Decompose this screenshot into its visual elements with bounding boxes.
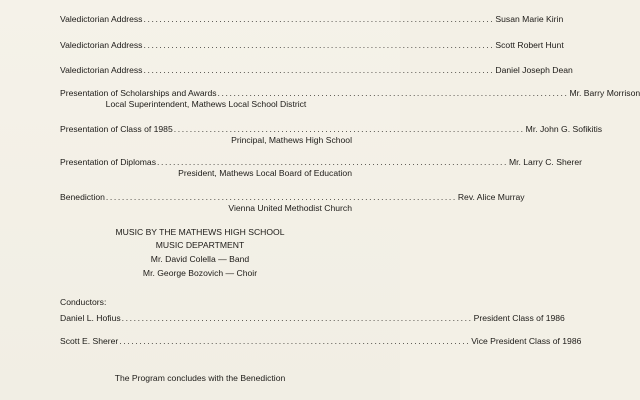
- program-title: Local Superintendent, Mathews Local School District: [105, 99, 307, 109]
- program-name: Daniel Joseph Dean: [495, 65, 573, 75]
- conductor-role: President Class of 1986: [473, 313, 565, 323]
- dot-leader: ........................................................................................: [173, 124, 525, 134]
- dot-leader: ........................................................................................: [143, 65, 495, 75]
- program-entry: [60, 157, 583, 168]
- dot-leader: ........................................................................................: [105, 192, 457, 202]
- program-role: Presentation of Scholarships and Awards: [60, 88, 217, 98]
- music-band: Mr. David Colella — Band: [150, 254, 250, 264]
- dot-leader: ........................................................................................: [119, 336, 471, 346]
- program-entry: [60, 65, 573, 76]
- program-name: Susan Marie Kirin: [495, 14, 564, 24]
- conductor-entry: [60, 313, 565, 324]
- program-entry: [60, 88, 640, 99]
- dot-leader: ........................................................................................: [143, 14, 495, 24]
- program-entry: [60, 124, 603, 135]
- program-title: President, Mathews Local Board of Education: [178, 168, 352, 178]
- program-entry: [60, 14, 564, 25]
- program-name: Mr. Barry Morrison: [569, 88, 640, 98]
- program-name: Scott Robert Hunt: [495, 40, 564, 50]
- music-subheading: MUSIC DEPARTMENT: [155, 240, 245, 250]
- dot-leader: ........................................................................................: [121, 313, 473, 323]
- program-role: Valedictorian Address: [60, 40, 143, 50]
- conductors-label: Conductors:: [60, 297, 107, 307]
- music-choir: Mr. George Bozovich — Choir: [142, 268, 258, 278]
- program-role: Benediction: [60, 192, 105, 202]
- program-title: Vienna United Methodist Church: [228, 203, 352, 213]
- closing-note: The Program concludes with the Benediction: [114, 373, 286, 383]
- dot-leader: ........................................................................................: [143, 40, 495, 50]
- program-title: Principal, Mathews High School: [231, 135, 352, 145]
- conductor-role: Vice President Class of 1986: [471, 336, 582, 346]
- dot-leader: ........................................................................................: [217, 88, 569, 98]
- program-name: Mr. John G. Sofikitis: [525, 124, 603, 134]
- conductor-name: Daniel L. Hofius: [60, 313, 121, 323]
- program-entry: [60, 192, 525, 203]
- program-name: Rev. Alice Murray: [457, 192, 525, 202]
- music-heading: MUSIC BY THE MATHEWS HIGH SCHOOL: [115, 227, 285, 237]
- program-role: Valedictorian Address: [60, 14, 143, 24]
- conductor-name: Scott E. Sherer: [60, 336, 119, 346]
- dot-leader: ........................................................................................: [157, 157, 508, 167]
- program-role: Valedictorian Address: [60, 65, 143, 75]
- conductor-entry: [60, 336, 582, 347]
- program-role: Presentation of Class of 1985: [60, 124, 173, 134]
- program-role: Presentation of Diplomas: [60, 157, 157, 167]
- program-entry: [60, 40, 564, 51]
- program-name: Mr. Larry C. Sherer: [508, 157, 583, 167]
